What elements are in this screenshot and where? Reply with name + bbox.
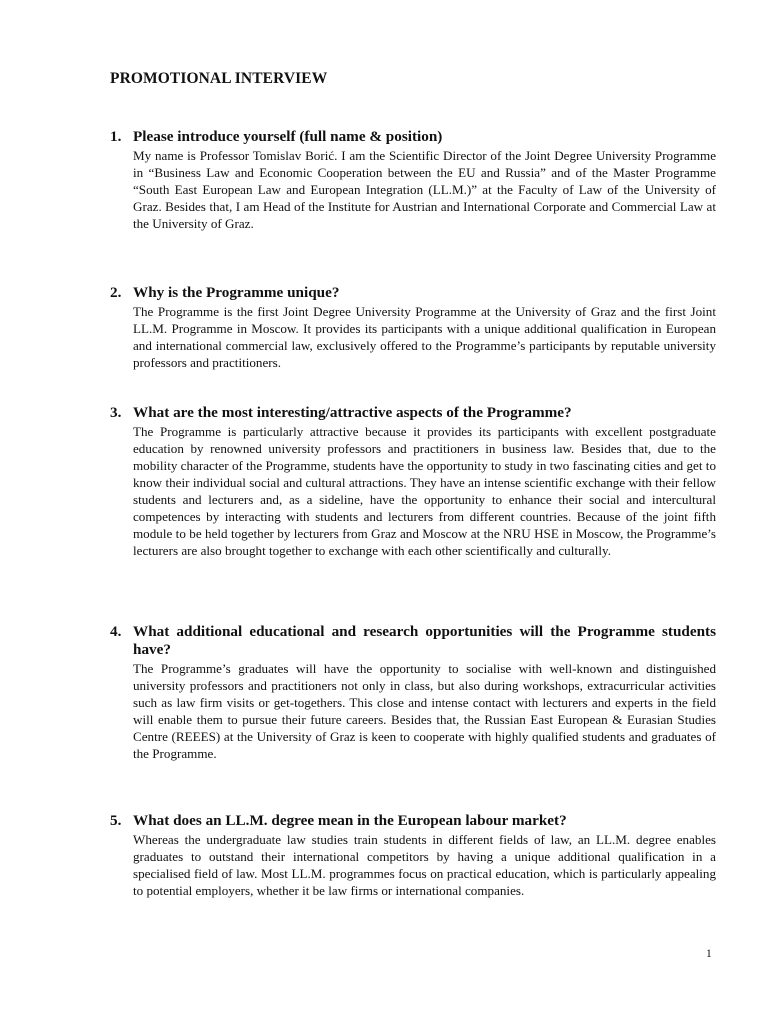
answer-paragraph: The Programme is particularly attractive because it provides its participants with excellent postgraduate education by renowned university professors and practitioners in business law. Besides that, due to the mobility character of the Programme, students have the opportunity to study in two fascinating cities and get to know their individual social and cultural attractions. They have an intense scientific exchange with their fellow students and lecturers and, as a sideline, have the opportunity to enhance their social and intercultural competences by interacting with students and lecturers from different countries. Because of the joint fifth module to be held together by lecturers from Graz and Moscow at the NRU HSE in Moscow, the Programme’s lecturers are also brought together to exchange with each other scientifically and culturally. bbox=[133, 424, 716, 558]
interview-section-4 bbox=[110, 623, 716, 762]
question-text: What additional educational and research opportunities will the Programme students have? bbox=[133, 623, 716, 658]
question-text: What does an LL.M. degree mean in the European labour market? bbox=[133, 812, 567, 829]
question-text: Why is the Programme unique? bbox=[133, 284, 340, 301]
question-heading bbox=[110, 284, 716, 302]
answer-paragraph: The Programme’s graduates will have the opportunity to socialise with well-known and distinguished university professors and practitioners not only in class, but also during workshops, extracurricular activities such as law firm visits or get-togethers. This close and intense contact with lecturers and experts in the field will enable them to pursue their future careers. Besides that, the Russian East European & Eurasian Studies Centre (REEES) at the University of Graz is keen to cooperate with highly qualified students and graduates of the Programme. bbox=[133, 661, 716, 761]
question-heading bbox=[110, 812, 716, 830]
question-heading bbox=[110, 128, 716, 146]
question-number: 2. bbox=[110, 284, 122, 301]
question-text: What are the most interesting/attractive aspects of the Programme? bbox=[133, 404, 572, 421]
answer-paragraph: Whereas the undergraduate law studies train students in different fields of law, an LL.M. degree enables graduates to outstand their international competitors by having a unique additional qualification in a specialised field of law. Most LL.M. programmes focus on practical education, which is particularly appealing to potential employers, whether it be law firms or international companies. bbox=[133, 832, 716, 898]
interview-section-3 bbox=[110, 404, 716, 559]
answer-paragraph: My name is Professor Tomislav Borić. I am the Scientific Director of the Joint Degree University Programme in “Business Law and Economic Cooperation between the EU and Russia” and of the Master Programme “South East European Law and European Integration (LL.M.)” at the Faculty of Law of the University of Graz. Besides that, I am Head of the Institute for Austrian and International Corporate and Commercial Law at the University of Graz. bbox=[133, 148, 716, 231]
answer-paragraph: The Programme is the first Joint Degree University Programme at the University of Graz and the first Joint LL.M. Programme in Moscow. It provides its participants with a unique additional qualification in European and international commercial law, exclusively offered to the Programme’s participants by reputable university professors and practitioners. bbox=[133, 304, 716, 370]
question-number: 5. bbox=[110, 812, 122, 829]
question-heading bbox=[110, 623, 716, 659]
question-number: 4. bbox=[110, 623, 122, 640]
question-number: 1. bbox=[110, 128, 122, 145]
question-heading bbox=[110, 404, 716, 422]
question-text: Please introduce yourself (full name & position) bbox=[133, 128, 443, 145]
page-number: 1 bbox=[706, 948, 712, 960]
document-title: PROMOTIONAL INTERVIEW bbox=[110, 70, 328, 87]
interview-section-2 bbox=[110, 284, 716, 371]
interview-section-1 bbox=[110, 128, 716, 232]
question-number: 3. bbox=[110, 404, 122, 421]
interview-section-5 bbox=[110, 812, 716, 899]
